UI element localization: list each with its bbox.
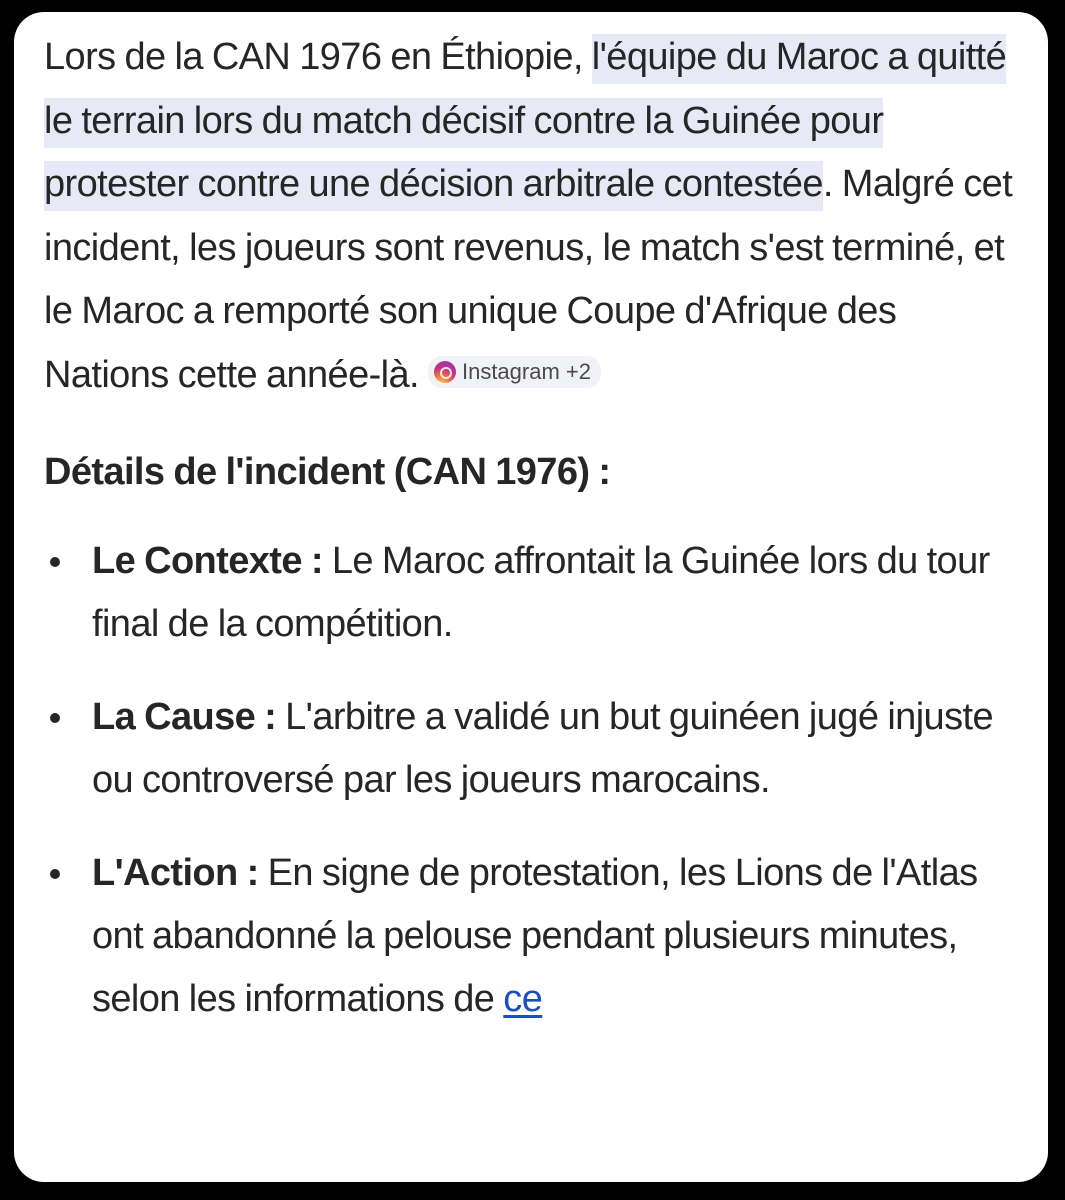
list-item-text: En signe de protestation, les Lions de l'Atlas ont abandonné la pelouse pendant plusieurs minutes, selon les informations de [92, 852, 978, 1020]
list-item-cause [44, 686, 1018, 812]
list-item-text: Le Maroc affrontait la Guinée lors du tour final de la compétition. [92, 540, 990, 645]
section-heading: Détails de l'incident (CAN 1976) : [44, 451, 611, 493]
source-link[interactable]: ce [503, 978, 543, 1020]
intro-rest: . Malgré cet incident, les joueurs sont revenus, le match s'est terminé, et le Maroc a remporté son unique Coupe d'Afrique des Nations cette année-là. [44, 163, 1013, 396]
bullet-dot [50, 557, 60, 567]
intro-paragraph [44, 26, 1018, 407]
highlighted-passage: l'équipe du Maroc a quitté le terrain lors du match décisif contre la Guinée pour protester contre une décision arbitrale contestée [44, 34, 1006, 211]
list-item-term: La Cause : [92, 696, 277, 738]
list-item-term: L'Action : [92, 852, 259, 894]
list-item-contexte [44, 530, 1018, 656]
intro-lead: Lors de la CAN 1976 en Éthiopie, [44, 36, 592, 78]
details-list [44, 530, 1018, 1031]
bullet-dot [50, 713, 60, 723]
instagram-icon [434, 361, 456, 383]
list-item-term: Le Contexte : [92, 540, 323, 582]
answer-card [14, 12, 1048, 1182]
bullet-dot [50, 869, 60, 879]
source-chip[interactable] [428, 356, 601, 388]
list-item-text: L'arbitre a validé un but guinéen jugé injuste ou controversé par les joueurs marocains. [92, 696, 993, 801]
list-item-action [44, 842, 1018, 1031]
source-label: Instagram +2 [461, 359, 591, 385]
